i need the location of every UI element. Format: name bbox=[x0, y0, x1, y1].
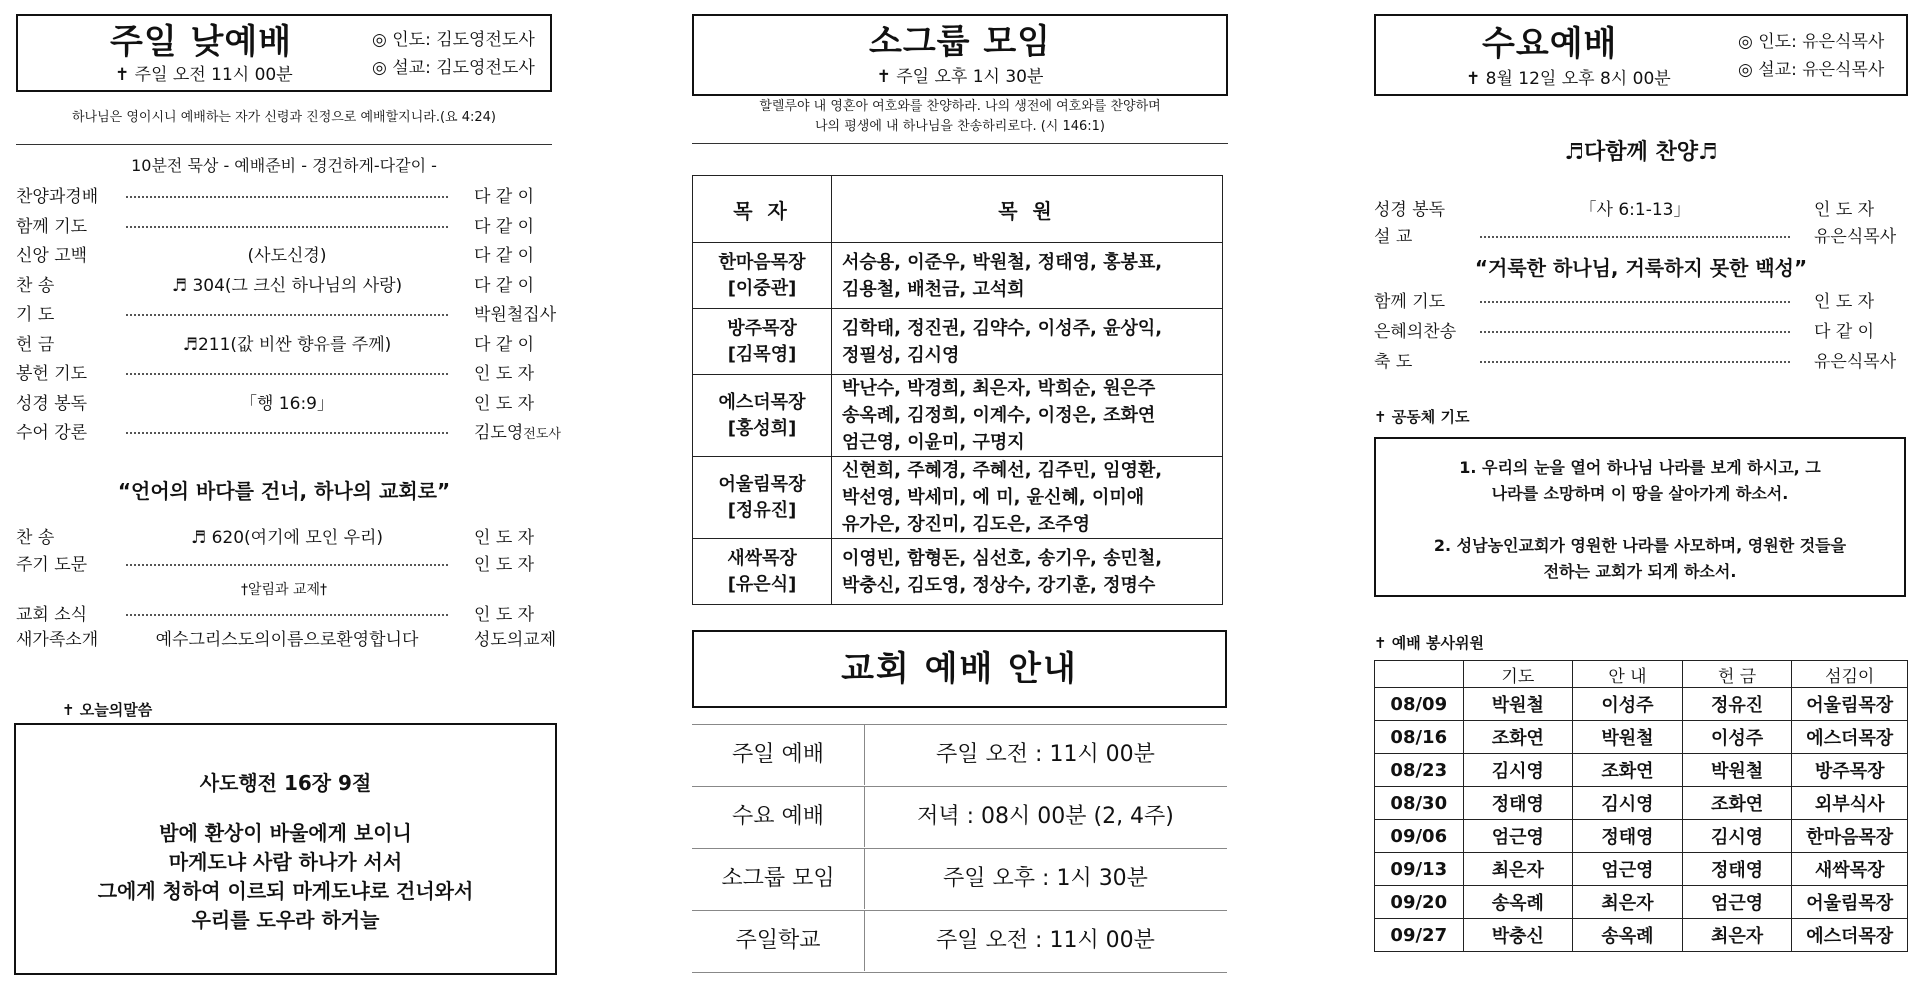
group-leader: [홍성희] bbox=[727, 417, 797, 439]
order-responsible-name: 성도의교제 bbox=[474, 630, 557, 650]
worship-time-row bbox=[692, 724, 1227, 785]
order-row bbox=[16, 601, 556, 629]
order-responsible-name: 다 같 이 bbox=[474, 216, 535, 237]
service-cell: 박원철 bbox=[1682, 754, 1792, 787]
sunday-preacher: ◎ 설교: 김도영전도사 bbox=[372, 58, 535, 78]
worship-time: 주일 오전 : 11시 00분 bbox=[936, 928, 1155, 953]
group-members-line: 송옥례, 김정희, 이계수, 이정은, 조화연 bbox=[842, 405, 1156, 426]
service-cell: 새싹목장 bbox=[1792, 853, 1908, 886]
order-responsible-name: 유은식목사 bbox=[1814, 352, 1897, 372]
service-date: 08/09 bbox=[1375, 688, 1464, 721]
group-name-cell bbox=[693, 539, 832, 605]
group-members-cell bbox=[832, 539, 1223, 605]
table-header-members: 목 원 bbox=[832, 176, 1223, 243]
leader-dots bbox=[1480, 301, 1790, 303]
small-group-title-box bbox=[692, 14, 1228, 96]
wednesday-sermon-title: “거룩한 하나님, 거룩하지 못한 백성” bbox=[1474, 256, 1808, 280]
worship-name: 수요 예배 bbox=[731, 804, 824, 829]
service-cell: 어울림목장 bbox=[1792, 688, 1908, 721]
group-row bbox=[693, 457, 1223, 539]
order-responsible-name: 인 도 자 bbox=[474, 364, 535, 384]
group-members-line: 박선영, 박세미, 에 미, 윤신혜, 이미애 bbox=[842, 487, 1145, 508]
prayer-item-1 bbox=[1376, 455, 1904, 507]
service-row bbox=[1375, 919, 1908, 952]
group-name: 에스더목장 bbox=[718, 391, 806, 413]
service-date: 08/30 bbox=[1375, 787, 1464, 820]
wednesday-leader: ◎ 인도: 유은식목사 bbox=[1738, 32, 1885, 52]
worship-time-row bbox=[692, 910, 1227, 971]
service-date: 09/13 bbox=[1375, 853, 1464, 886]
verse-line-1: 할렐루야 내 영혼아 여호와를 찬양하라. 나의 생전에 여호와를 찬양하며 bbox=[759, 99, 1161, 114]
group-members-line: 박충신, 김도영, 정상수, 강기훈, 정명수 bbox=[842, 574, 1156, 596]
wednesday-title: 수요예배 bbox=[1482, 24, 1618, 64]
group-members-line: 김용철, 배천금, 고석희 bbox=[842, 278, 1025, 300]
worship-times-table bbox=[692, 724, 1227, 973]
order-row bbox=[16, 213, 556, 241]
service-cell: 엄근영 bbox=[1682, 886, 1792, 919]
service-cell: 정태영 bbox=[1573, 820, 1683, 853]
small-group-title: 소그룹 모임 bbox=[868, 22, 1052, 62]
order-label: 새가족소개 bbox=[16, 630, 99, 650]
leader-dots bbox=[1480, 331, 1790, 333]
service-cell: 김시영 bbox=[1682, 820, 1792, 853]
church-guide-title: 교회 예배 안내 bbox=[841, 649, 1078, 689]
service-cell: 조화연 bbox=[1463, 721, 1573, 754]
divider bbox=[16, 144, 552, 145]
order-row bbox=[16, 524, 556, 552]
leader-dots bbox=[126, 226, 448, 228]
worship-time: 주일 오전 : 11시 00분 bbox=[936, 742, 1155, 767]
order-row bbox=[1374, 288, 1908, 316]
service-cell: 박원철 bbox=[1573, 721, 1683, 754]
order-responsible bbox=[474, 360, 534, 388]
service-cell: 외부식사 bbox=[1792, 787, 1908, 820]
group-row bbox=[693, 375, 1223, 457]
order-responsible bbox=[474, 301, 556, 329]
group-name: 방주목장 bbox=[727, 317, 797, 339]
leader-dots bbox=[126, 564, 448, 566]
group-name-cell bbox=[693, 243, 832, 309]
service-date: 09/27 bbox=[1375, 919, 1464, 952]
sunday-order-list-2 bbox=[16, 524, 556, 584]
order-row bbox=[16, 390, 556, 418]
group-members-line: 서승용, 이준우, 박원철, 정태영, 홍봉표, bbox=[842, 251, 1163, 273]
prayer-1-line-2: 나라를 소망하며 이 땅을 살아가게 하소서. bbox=[1491, 484, 1789, 503]
order-responsible-name: 인 도 자 bbox=[474, 605, 535, 625]
order-label: 주기 도문 bbox=[16, 555, 88, 575]
order-responsible-name: 김도영 bbox=[474, 423, 524, 443]
service-cell: 정태영 bbox=[1682, 853, 1792, 886]
order-responsible bbox=[474, 213, 534, 241]
order-label: 성경 봉독 bbox=[16, 393, 88, 414]
order-label: 신앙 고백 bbox=[16, 246, 88, 266]
order-responsible bbox=[474, 272, 534, 300]
group-name-cell bbox=[693, 375, 832, 457]
service-cell: 한마음목장 bbox=[1792, 820, 1908, 853]
service-row bbox=[1375, 853, 1908, 886]
small-group-verse bbox=[692, 97, 1228, 137]
wednesday-order-list bbox=[1374, 196, 1908, 256]
service-header-cell: 안 내 bbox=[1573, 661, 1683, 688]
prayer-item-2 bbox=[1376, 533, 1904, 585]
order-responsible-title: 전도사 bbox=[523, 427, 561, 442]
todays-word-text bbox=[16, 819, 555, 935]
sunday-verse: 하나님은 영이시니 예배하는 자가 신령과 진정으로 예배할지니라.(요 4:24) bbox=[71, 110, 497, 125]
sunday-time: ✝ 주일 오전 11시 00분 bbox=[115, 65, 293, 85]
order-responsible-name: 인 도 자 bbox=[1814, 200, 1875, 220]
service-row bbox=[1375, 886, 1908, 919]
group-members-line: 신현희, 주혜경, 주혜선, 김주민, 임영환, bbox=[842, 460, 1163, 481]
group-members-cell bbox=[832, 309, 1223, 375]
order-label: 교회 소식 bbox=[16, 605, 88, 625]
sunday-title: 주일 낮예배 bbox=[110, 22, 293, 62]
order-content: (사도신경) bbox=[247, 246, 327, 266]
small-group-time: ✝ 주일 오후 1시 30분 bbox=[876, 67, 1044, 87]
order-content: ♬211(값 비싼 향유를 주께) bbox=[182, 334, 392, 355]
order-responsible bbox=[474, 183, 534, 211]
service-row bbox=[1375, 754, 1908, 787]
group-members-line: 김학태, 정진권, 김약수, 이성주, 윤상익, bbox=[842, 317, 1163, 339]
community-prayer-label: ✝ 공동체 기도 bbox=[1374, 408, 1470, 426]
order-row bbox=[16, 419, 561, 447]
group-name: 어울림목장 bbox=[718, 473, 806, 495]
praise-heading: ♬다함께 찬양♬ bbox=[1564, 140, 1718, 165]
order-responsible bbox=[474, 524, 534, 552]
service-row bbox=[1375, 688, 1908, 721]
prep-line: 10분전 묵상 - 예배준비 - 경건하게-다같이 - bbox=[131, 156, 437, 175]
service-cell: 박충신 bbox=[1463, 919, 1573, 952]
todays-word-box bbox=[14, 723, 557, 975]
order-responsible bbox=[1814, 348, 1896, 376]
leader-dots bbox=[1480, 361, 1790, 363]
service-cell: 어울림목장 bbox=[1792, 886, 1908, 919]
group-row bbox=[693, 309, 1223, 375]
order-responsible-name: 인 도 자 bbox=[474, 528, 535, 548]
group-members-cell bbox=[832, 375, 1223, 457]
group-members-line: 박난수, 박경희, 최은자, 박희순, 원은주 bbox=[842, 378, 1156, 399]
service-cell: 정태영 bbox=[1463, 787, 1573, 820]
worship-time-row bbox=[692, 848, 1227, 909]
service-header-cell: 기도 bbox=[1463, 661, 1573, 688]
order-row bbox=[1374, 223, 1908, 251]
group-name: 한마음목장 bbox=[718, 251, 806, 273]
service-date: 08/16 bbox=[1375, 721, 1464, 754]
todays-word-ref: 사도행전 16장 9절 bbox=[199, 771, 372, 795]
word-line: 밤에 환상이 바울에게 보이니 bbox=[159, 821, 412, 845]
sunday-order-list-3 bbox=[16, 601, 556, 661]
group-members-line: 이영빈, 함형돈, 심선호, 송기우, 송민철, bbox=[842, 547, 1163, 569]
service-cell: 이성주 bbox=[1573, 688, 1683, 721]
table-header-leader: 목 자 bbox=[693, 176, 832, 243]
order-responsible bbox=[1814, 196, 1874, 224]
order-responsible bbox=[474, 331, 534, 359]
order-responsible-name: 다 같 이 bbox=[474, 246, 535, 266]
service-date: 08/23 bbox=[1375, 754, 1464, 787]
service-cell: 정유진 bbox=[1682, 688, 1792, 721]
order-label: 찬 송 bbox=[16, 528, 55, 548]
group-members-line: 유가은, 장진미, 김도은, 조주영 bbox=[842, 514, 1090, 535]
service-cell: 송옥례 bbox=[1573, 919, 1683, 952]
service-date: 09/20 bbox=[1375, 886, 1464, 919]
order-responsible-name: 인 도 자 bbox=[474, 393, 535, 414]
wednesday-title-box bbox=[1374, 14, 1908, 96]
verse-line-2: 나의 평생에 내 하나님을 찬송하리로다. (시 146:1) bbox=[814, 119, 1106, 134]
order-responsible bbox=[474, 601, 534, 629]
group-name-cell bbox=[693, 309, 832, 375]
group-members-line: 정필성, 김시영 bbox=[842, 344, 960, 366]
service-cell: 조화연 bbox=[1573, 754, 1683, 787]
service-cell: 송옥례 bbox=[1463, 886, 1573, 919]
service-cell: 최은자 bbox=[1463, 853, 1573, 886]
order-content: ♬ 304(그 크신 하나님의 사랑) bbox=[171, 275, 403, 296]
group-row bbox=[693, 539, 1223, 605]
worship-name: 주일 예배 bbox=[731, 742, 824, 767]
service-cell: 김시영 bbox=[1573, 787, 1683, 820]
group-members-line: 엄근영, 이윤미, 구명지 bbox=[842, 432, 1025, 453]
service-row bbox=[1375, 820, 1908, 853]
order-responsible-name: 다 같 이 bbox=[474, 275, 535, 296]
order-label: 축 도 bbox=[1374, 352, 1413, 372]
group-leader: [김목영] bbox=[727, 343, 797, 365]
church-guide-title-box bbox=[692, 630, 1227, 708]
sunday-title-box bbox=[16, 14, 552, 92]
worship-time: 저녁 : 08시 00분 (2, 4주) bbox=[917, 804, 1174, 829]
small-group-table bbox=[692, 175, 1223, 605]
wednesday-preacher: ◎ 설교: 유은식목사 bbox=[1738, 60, 1885, 80]
order-content: 예수그리스도의이름으로환영합니다 bbox=[155, 630, 419, 650]
service-date: 09/06 bbox=[1375, 820, 1464, 853]
service-cell: 박원철 bbox=[1463, 688, 1573, 721]
wednesday-time: ✝ 8월 12일 오후 8시 00분 bbox=[1466, 69, 1671, 89]
order-row bbox=[16, 301, 556, 329]
group-name: 새싹목장 bbox=[727, 547, 797, 569]
order-row bbox=[16, 242, 556, 270]
group-members-cell bbox=[832, 457, 1223, 539]
service-row bbox=[1375, 721, 1908, 754]
order-row bbox=[16, 183, 556, 211]
order-responsible-name: 다 같 이 bbox=[474, 334, 535, 355]
group-row bbox=[693, 243, 1223, 309]
order-row bbox=[16, 360, 556, 388]
group-leader: [이중관] bbox=[727, 277, 797, 299]
order-responsible bbox=[474, 419, 561, 449]
service-cell: 에스더목장 bbox=[1792, 721, 1908, 754]
service-cell: 방주목장 bbox=[1792, 754, 1908, 787]
wednesday-order-list-2 bbox=[1374, 288, 1908, 378]
order-label: 헌 금 bbox=[16, 334, 55, 355]
order-responsible-name: 박원철집사 bbox=[474, 305, 557, 325]
service-header-cell: 섬김이 bbox=[1792, 661, 1908, 688]
order-row bbox=[1374, 196, 1908, 224]
order-label: 봉헌 기도 bbox=[16, 364, 88, 384]
service-cell: 엄근영 bbox=[1463, 820, 1573, 853]
order-responsible-name: 다 같 이 bbox=[474, 187, 535, 207]
order-responsible-name: 인 도 자 bbox=[1814, 292, 1875, 312]
service-cell: 김시영 bbox=[1463, 754, 1573, 787]
worship-time: 주일 오후 : 1시 30분 bbox=[943, 866, 1148, 891]
order-label: 은혜의찬송 bbox=[1374, 322, 1457, 342]
prayer-1-line-1: 1. 우리의 눈을 열어 하나님 나라를 보게 하시고, 그 bbox=[1459, 458, 1821, 477]
group-leader: [정유진] bbox=[727, 499, 797, 521]
service-cell: 이성주 bbox=[1682, 721, 1792, 754]
order-row bbox=[16, 626, 556, 654]
service-row bbox=[1375, 787, 1908, 820]
order-label: 성경 봉독 bbox=[1374, 200, 1446, 220]
divider bbox=[692, 143, 1228, 144]
order-responsible-name: 다 같 이 bbox=[1814, 322, 1875, 342]
order-row bbox=[16, 272, 556, 300]
order-responsible bbox=[1814, 318, 1874, 346]
leader-dots bbox=[126, 196, 448, 198]
order-row bbox=[1374, 348, 1908, 376]
service-cell: 에스더목장 bbox=[1792, 919, 1908, 952]
order-responsible bbox=[1814, 223, 1896, 251]
word-line: 그에게 청하여 이르되 마게도냐로 건너와서 bbox=[97, 879, 474, 903]
service-cell: 최은자 bbox=[1573, 886, 1683, 919]
order-label: 설 교 bbox=[1374, 227, 1413, 247]
leader-dots bbox=[126, 373, 448, 375]
order-content: 「사 6:1-13」 bbox=[1579, 200, 1691, 220]
order-responsible bbox=[474, 551, 534, 579]
order-label: 찬양과경배 bbox=[16, 187, 99, 207]
announce-line: †알림과 교제† bbox=[240, 582, 328, 598]
order-responsible bbox=[474, 390, 534, 418]
leader-dots bbox=[126, 314, 448, 316]
service-cell: 조화연 bbox=[1682, 787, 1792, 820]
service-cell: 최은자 bbox=[1682, 919, 1792, 952]
todays-word-label: ✝ 오늘의말씀 bbox=[48, 699, 166, 721]
leader-dots bbox=[126, 432, 448, 434]
service-cell: 엄근영 bbox=[1573, 853, 1683, 886]
word-line: 마게도냐 사람 하나가 서서 bbox=[168, 850, 403, 874]
group-leader: [유은식] bbox=[727, 573, 797, 595]
order-row bbox=[1374, 318, 1908, 346]
order-responsible bbox=[474, 242, 534, 270]
service-committee-table bbox=[1374, 660, 1908, 952]
worship-time-row bbox=[692, 786, 1227, 847]
worship-name: 주일학교 bbox=[735, 928, 821, 953]
worship-name: 소그룹 모임 bbox=[721, 866, 835, 891]
leader-dots bbox=[126, 614, 448, 616]
sunday-sermon-title: “언어의 바다를 건너, 하나의 교회로” bbox=[117, 479, 451, 503]
prayer-2-line-2: 전하는 교회가 되게 하소서. bbox=[1543, 562, 1737, 581]
order-responsible bbox=[1814, 288, 1874, 316]
order-row bbox=[16, 551, 556, 579]
order-row bbox=[16, 331, 556, 359]
order-label: 기 도 bbox=[16, 305, 55, 325]
service-header-cell bbox=[1375, 661, 1464, 688]
community-prayer-box bbox=[1374, 437, 1906, 597]
sunday-order-list bbox=[16, 183, 561, 463]
order-label: 함께 기도 bbox=[16, 216, 88, 237]
service-committee-label: ✝ 예배 봉사위원 bbox=[1374, 634, 1484, 652]
order-responsible-name: 유은식목사 bbox=[1814, 227, 1897, 247]
service-header-cell: 헌 금 bbox=[1682, 661, 1792, 688]
word-line: 우리를 도우라 하거늘 bbox=[191, 908, 380, 932]
group-members-cell bbox=[832, 243, 1223, 309]
leader-dots bbox=[1480, 236, 1790, 238]
order-label: 수어 강론 bbox=[16, 423, 88, 443]
group-name-cell bbox=[693, 457, 832, 539]
order-label: 함께 기도 bbox=[1374, 292, 1446, 312]
order-responsible-name: 인 도 자 bbox=[474, 555, 535, 575]
order-content: 「행 16:9」 bbox=[239, 393, 334, 414]
service-header-row bbox=[1375, 661, 1908, 688]
order-responsible bbox=[474, 626, 556, 654]
prayer-2-line-1: 2. 성남농인교회가 영원한 나라를 사모하며, 영원한 것들을 bbox=[1433, 536, 1847, 555]
sunday-leader: ◎ 인도: 김도영전도사 bbox=[372, 30, 535, 50]
order-content: ♬ 620(여기에 모인 우리) bbox=[190, 528, 384, 548]
order-label: 찬 송 bbox=[16, 275, 55, 296]
